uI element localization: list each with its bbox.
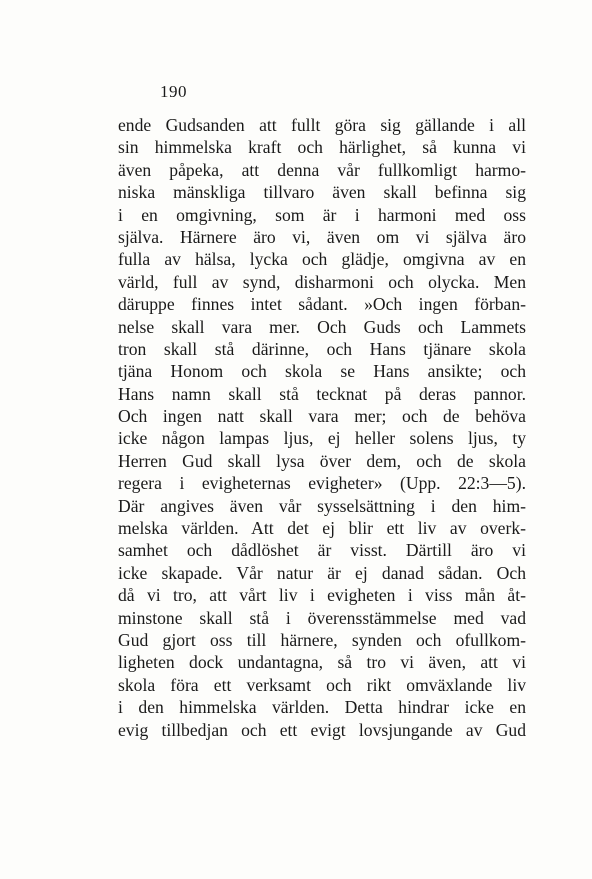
text-line: skola föra ett verksamt och rikt omväxlande liv [118, 674, 526, 695]
text-line: även påpeka, att denna vår fullkomligt harmo- [118, 159, 526, 180]
text-line: Hans namn skall stå tecknat på deras pannor. [118, 383, 526, 404]
text-line: ligheten dock undantagna, så tro vi även, att vi [118, 652, 526, 673]
text-line: då vi tro, att vårt liv i evigheten i viss mån åt- [118, 585, 526, 606]
text-line: tron skall stå därinne, och Hans tjänare skola [118, 338, 526, 359]
page-number: 190 [160, 82, 187, 101]
text-line: tjäna Honom och skola se Hans ansikte; och [118, 361, 526, 382]
text-line: nelse skall vara mer. Och Guds och Lammets [118, 316, 526, 337]
text-line: regera i evigheternas evigheter» (Upp. 22:3—5). [118, 473, 526, 494]
text-line: niska mänskliga tillvaro även skall befinna sig [118, 182, 526, 203]
text-line: samhet och dådlöshet är visst. Därtill äro vi [118, 540, 526, 561]
text-line: i den himmelska världen. Detta hindrar icke en [118, 697, 526, 718]
text-line: Och ingen natt skall vara mer; och de behöva [118, 406, 526, 427]
text-line: sin himmelska kraft och härlighet, så kunna vi [118, 137, 526, 158]
text-line: Där angives även vår sysselsättning i den him- [118, 495, 526, 516]
text-line: Gud gjort oss till härnere, synden och ofullkom- [118, 629, 526, 650]
body-text [118, 114, 526, 741]
text-line: melska världen. Att det ej blir ett liv av overk- [118, 518, 526, 539]
text-line: däruppe finnes intet sådant. »Och ingen förban- [118, 294, 526, 315]
text-line: själva. Härnere äro vi, även om vi själva äro [118, 226, 526, 247]
text-line: icke någon lampas ljus, ej heller solens ljus, ty [118, 428, 526, 449]
text-line: värld, full av synd, disharmoni och olycka. Men [118, 271, 526, 292]
text-line: Herren Gud skall lysa över dem, och de skola [118, 450, 526, 471]
text-line: evig tillbedjan och ett evigt lovsjungande av Gud [118, 719, 526, 740]
text-line: minstone skall stå i överensstämmelse med vad [118, 607, 526, 628]
text-line: fulla av hälsa, lycka och glädje, omgivna av en [118, 249, 526, 270]
text-line: ende Gudsanden att fullt göra sig gällande i all [118, 115, 526, 135]
text-line: i en omgivning, som är i harmoni med oss [118, 204, 526, 225]
text-line: icke skapade. Vår natur är ej danad sådan. Och [118, 562, 526, 583]
